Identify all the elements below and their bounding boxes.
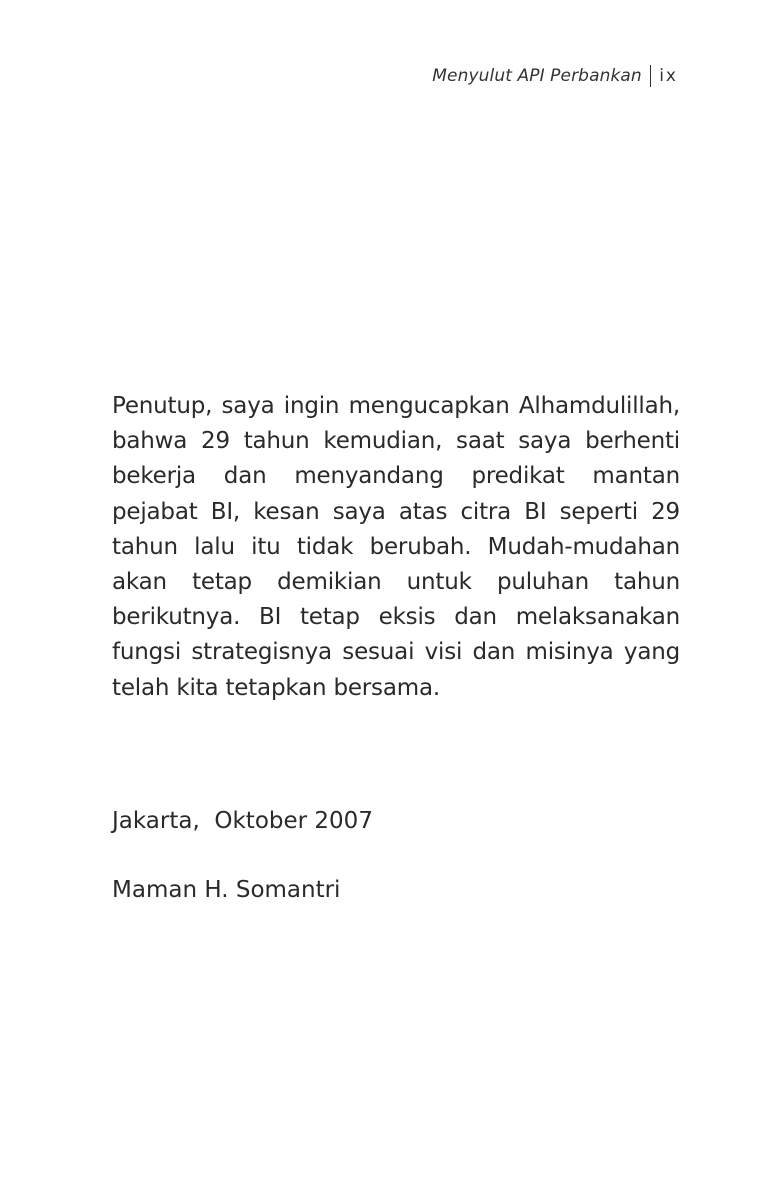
page-number: ix [659, 66, 678, 86]
running-header [432, 62, 678, 90]
author-signature: Maman H. Somantri [112, 877, 341, 903]
place-and-date: Jakarta, Oktober 2007 [112, 808, 373, 834]
header-divider [650, 65, 651, 87]
closing-paragraph: Penutup, saya ingin mengucapkan Alhamdulillah, bahwa 29 tahun kemudian, saat saya berhenti bekerja dan menyandang predikat mantan pejabat BI, kesan saya atas citra BI seperti 29 tahun lalu itu tidak berubah. Mudah-mudahan akan tetap demikian untuk puluhan tahun berikutnya. BI tetap eksis dan melaksanakan fungsi strategisnya sesuai visi dan misinya yang telah kita tetapkan bersama. [112, 393, 680, 701]
book-title: Menyulut API Perbankan [432, 66, 642, 86]
